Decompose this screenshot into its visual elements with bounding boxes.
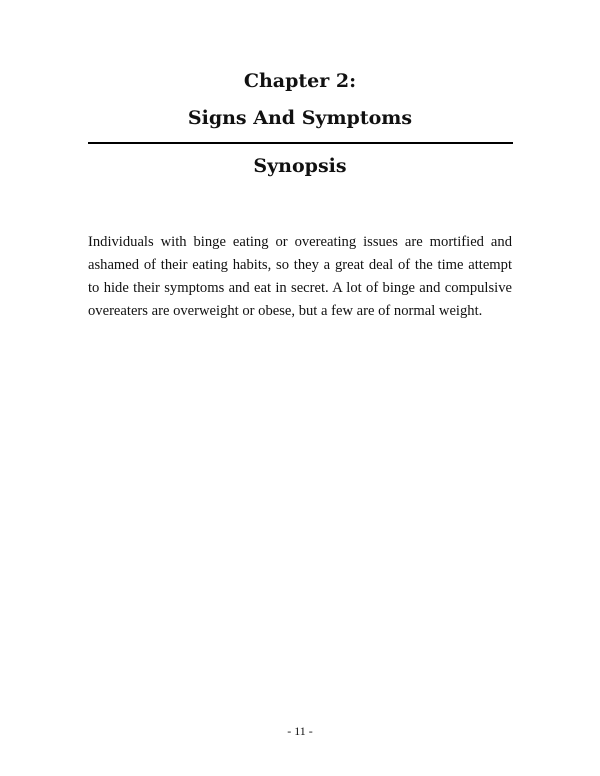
chapter-title-heading: Signs And Symptoms — [187, 107, 413, 129]
page-number: - 11 - — [287, 724, 313, 738]
synopsis-paragraph: Individuals with binge eating or overeating issues are mortified and ashamed of their eating habits, so they a great deal of the time attempt to hide their symptoms and eat in secret. A lot of binge and compulsive overeaters are overweight or obese, but a few are of normal weight. — [88, 234, 512, 319]
chapter-number-heading: Chapter 2: — [243, 70, 357, 92]
heading-divider — [88, 142, 513, 144]
section-heading: Synopsis — [253, 155, 347, 177]
